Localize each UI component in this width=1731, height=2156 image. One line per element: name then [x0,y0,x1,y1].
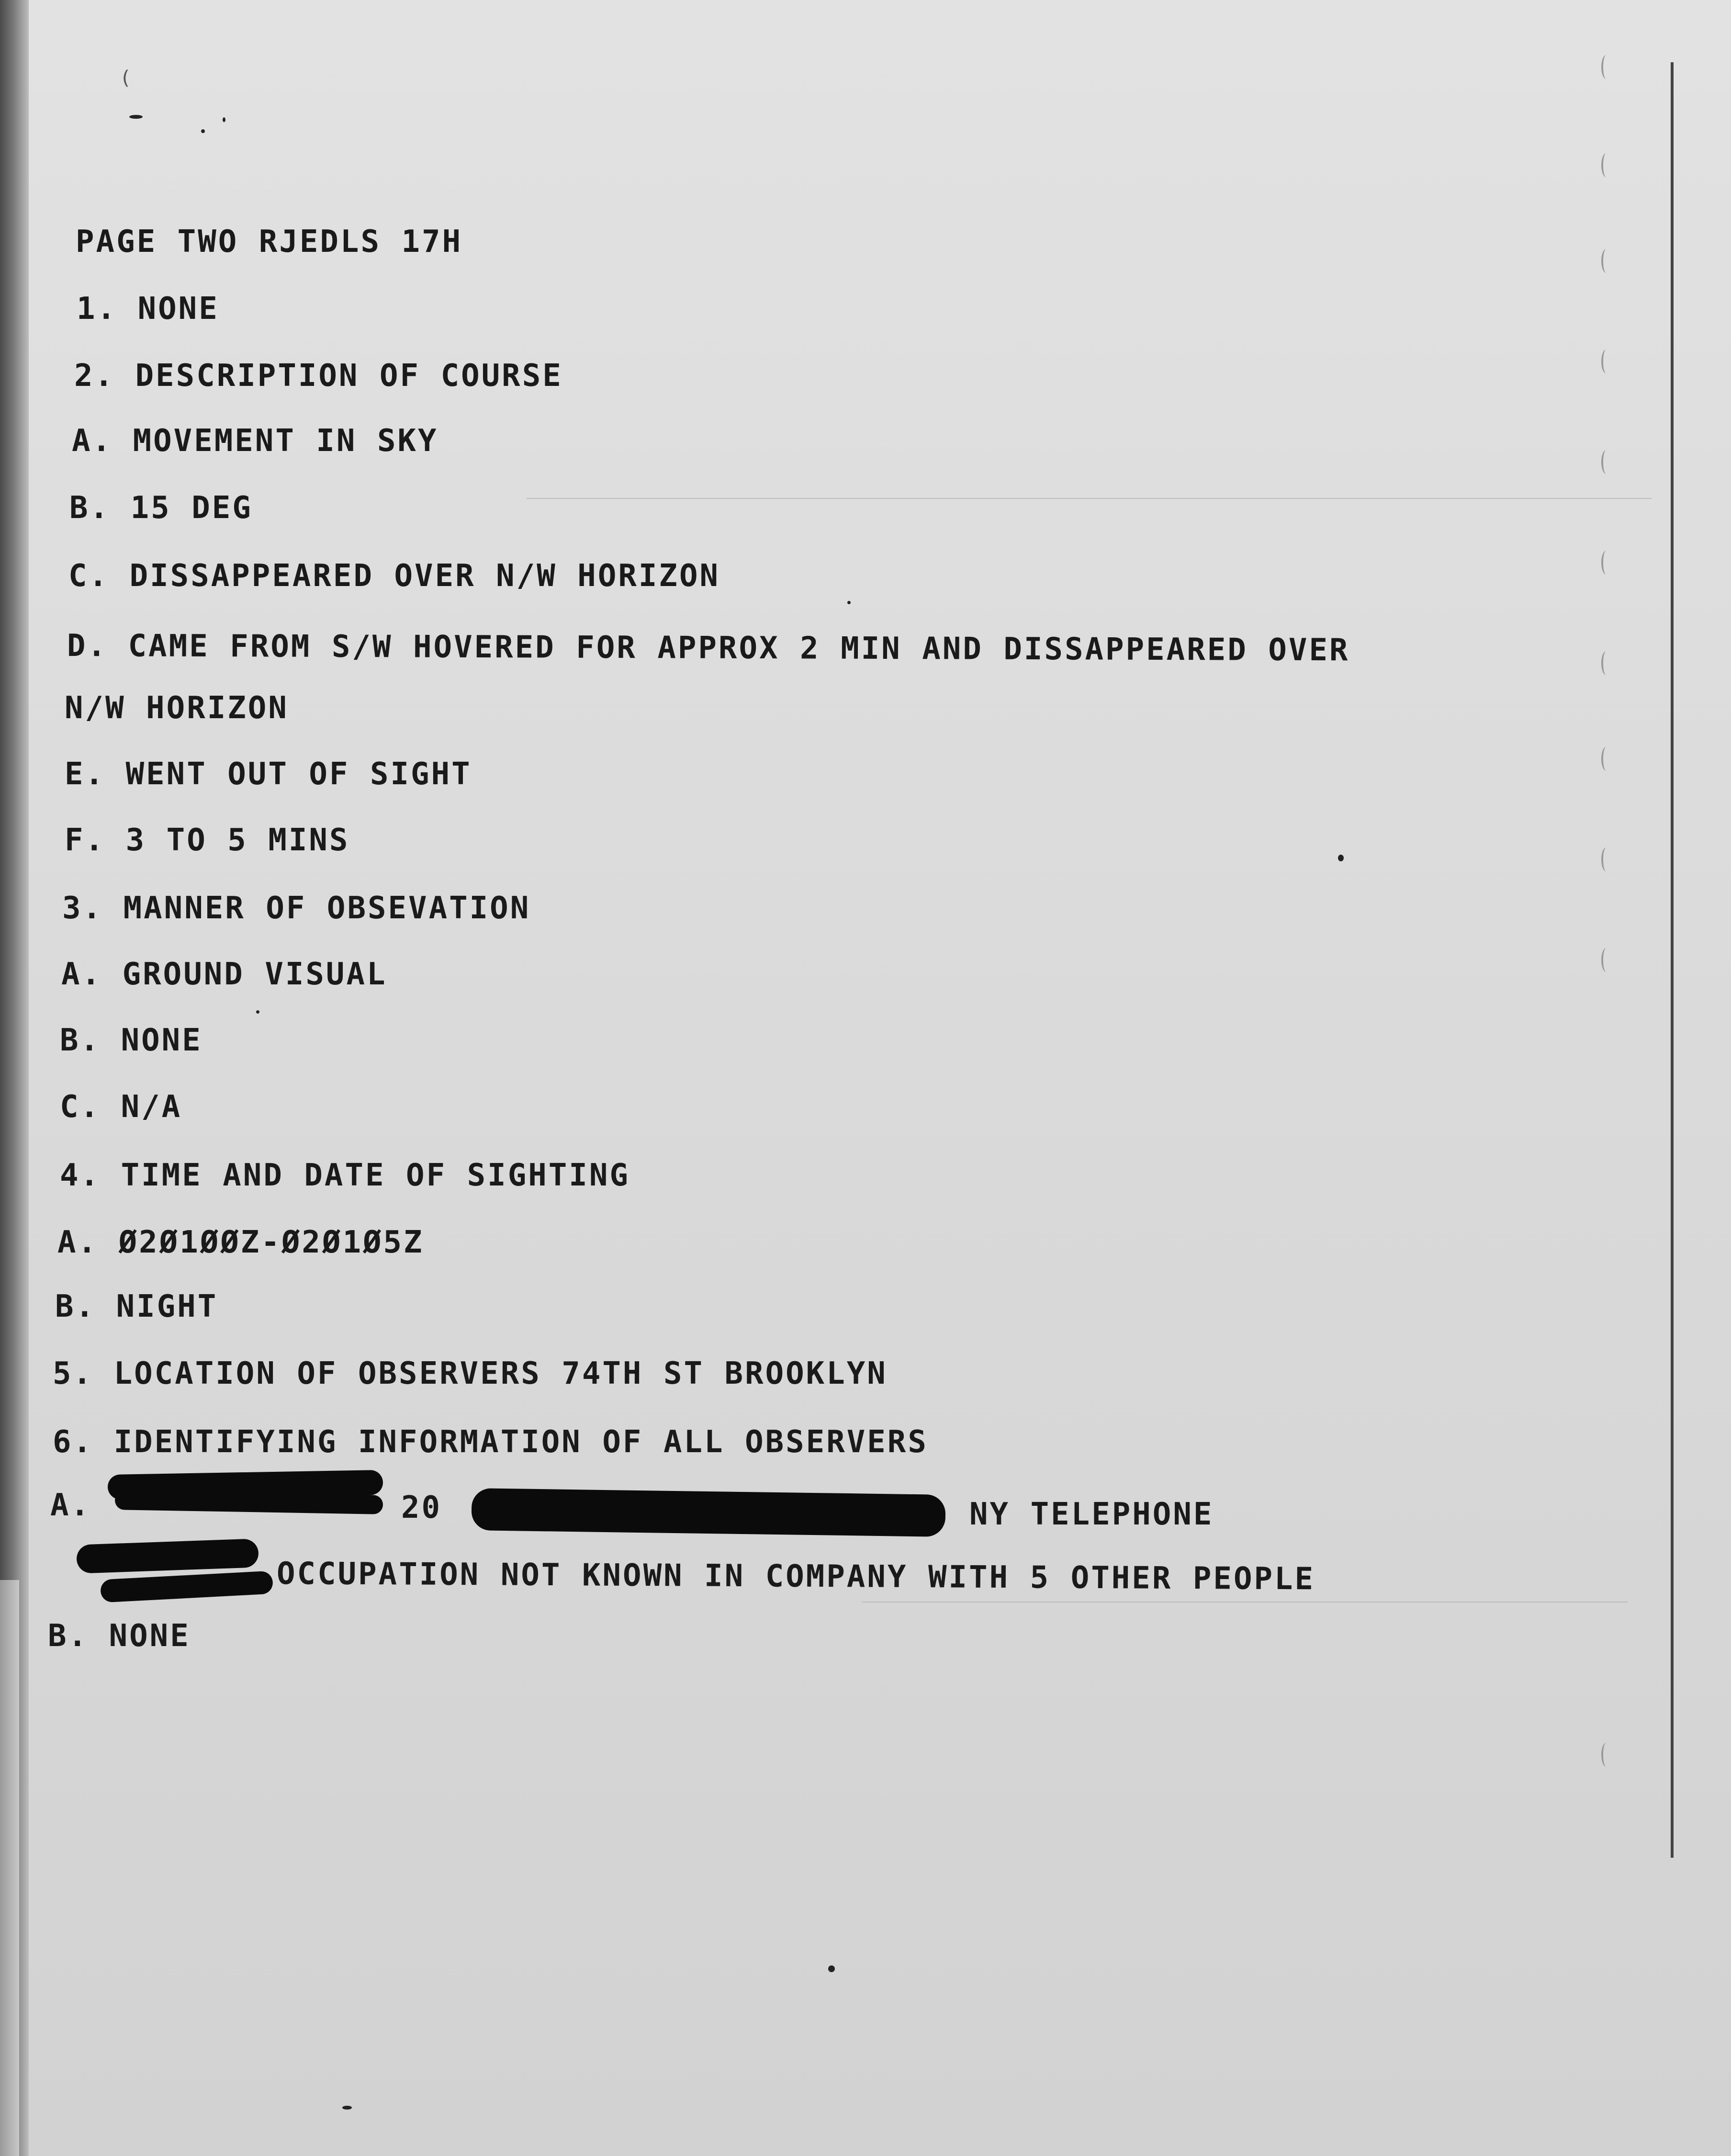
scan-speck [223,117,225,122]
form-right-rule [1671,62,1674,1858]
faint-rule [527,498,1652,499]
item-3b: B. NONE [60,1023,202,1058]
item-2e: E. WENT OUT OF SIGHT [65,756,472,792]
item-4: 4. TIME AND DATE OF SIGHTING [60,1158,630,1193]
item-6: 6. IDENTIFYING INFORMATION OF ALL OBSERVERS [53,1424,928,1460]
item-2f: F. 3 TO 5 MINS [65,823,350,858]
item-6a-prefix: A. [50,1488,91,1523]
scan-speck [129,115,143,119]
item-5: 5. LOCATION OF OBSERVERS 74TH ST BROOKLYN [53,1356,888,1391]
scan-mark: ( [120,67,132,89]
item-2a: A. MOVEMENT IN SKY [72,423,438,459]
item-2d: D. CAME FROM S/W HOVERED FOR APPROX 2 MIN AND DISSAPPEARED OVER [67,628,1350,668]
item-2b: B. 15 DEG [69,490,253,526]
scan-speck [342,2106,352,2110]
redaction-bar [76,1538,259,1573]
perforation-mark [1601,350,1611,373]
perforation-mark [1601,551,1611,575]
message-header: PAGE TWO RJEDLS 17H [76,224,463,260]
item-3: 3. MANNER OF OBSEVATION [62,891,531,926]
item-1: 1. NONE [77,291,219,327]
item-2c: C. DISSAPPEARED OVER N/W HORIZON [68,558,720,594]
faint-rule [862,1602,1628,1603]
redaction-bar [100,1571,273,1603]
scan-left-edge-lower [0,1580,19,2156]
perforation-mark [1601,450,1611,474]
perforation-mark [1601,153,1611,177]
perforation-mark [1601,847,1611,871]
item-6b: B. NONE [48,1618,191,1654]
item-4a: A. Ø2Ø1ØØZ-Ø2Ø1Ø5Z [57,1225,424,1260]
perforation-mark [1601,249,1611,273]
perforation-mark [1601,747,1611,771]
item-2: 2. DESCRIPTION OF COURSE [74,358,563,394]
item-2d-continued: N/W HORIZON [65,690,289,726]
scan-speck [1338,855,1344,861]
item-3a: A. GROUND VISUAL [61,957,387,992]
item-6a-fragment: 20 [401,1490,442,1525]
perforation-mark [1601,1743,1611,1767]
item-4b: B. NIGHT [55,1289,218,1324]
perforation-mark [1601,55,1611,79]
item-6a-suffix: NY TELEPHONE [969,1497,1214,1532]
perforation-mark [1601,651,1611,675]
item-3c: C. N/A [60,1089,182,1125]
scan-speck [256,1010,259,1014]
perforation-mark [1601,948,1611,972]
scan-speck [847,601,851,604]
redaction-bar [471,1488,945,1537]
redaction-bar [115,1490,383,1514]
item-6a-continued: OCCUPATION NOT KNOWN IN COMPANY WITH 5 OTHER PEOPLE [276,1556,1315,1597]
scan-speck [828,1965,835,1972]
scan-speck [201,129,205,133]
